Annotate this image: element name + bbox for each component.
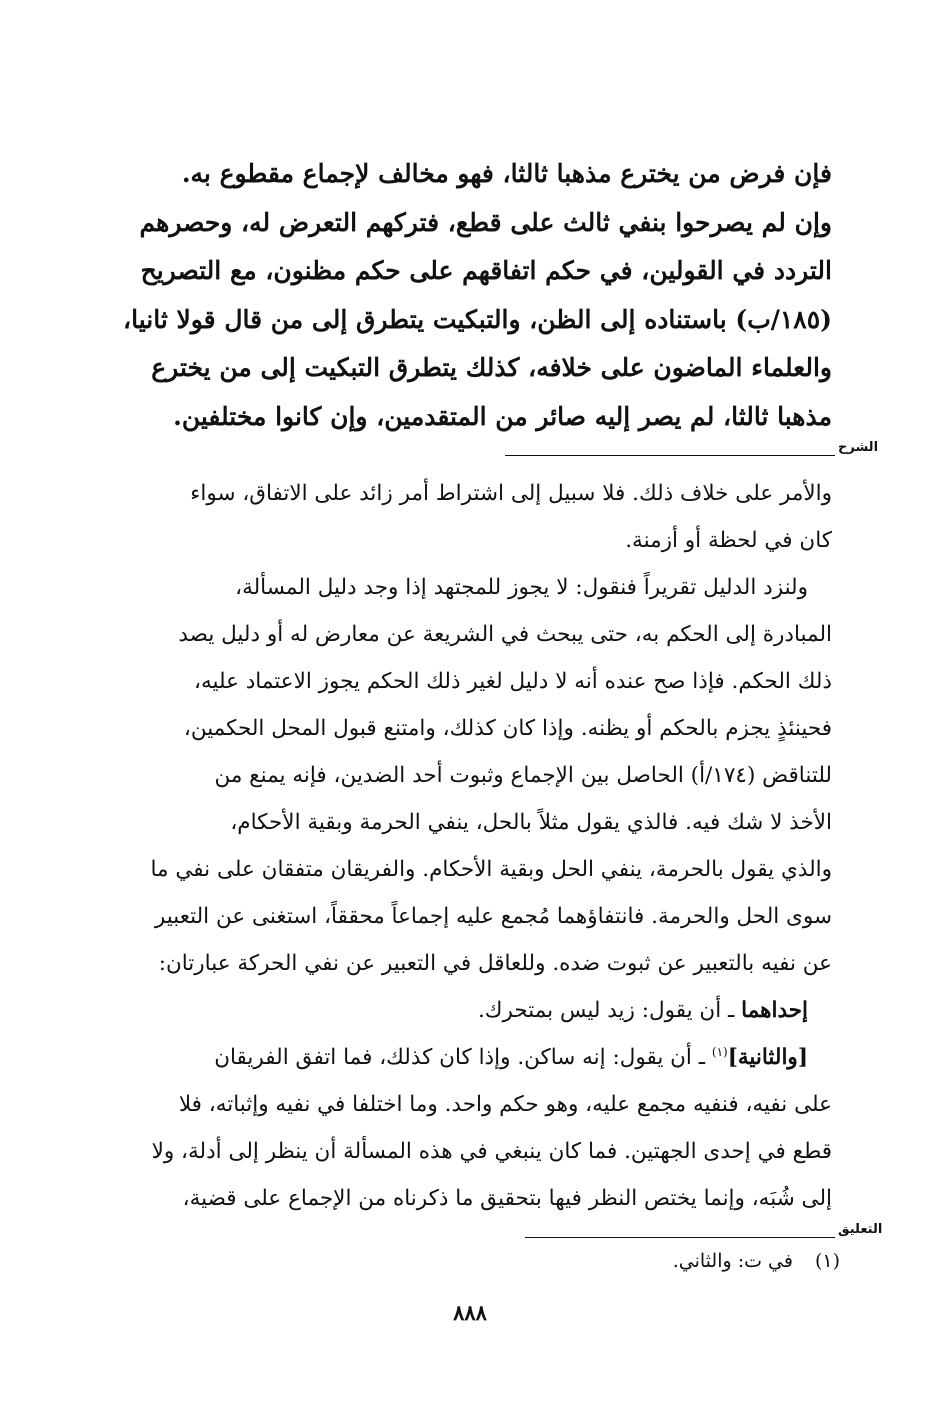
item-2-heading: [والثانية] xyxy=(727,1045,808,1070)
sharh-line: فحينئذٍ يجزم بالحكم أو يظنه. وإذا كان كذلك، وامتنع قبول المحل الحكمين، xyxy=(183,716,832,741)
sharh-line: المبادرة إلى الحكم به، حتى يبحث في الشريعة عن معارض له أو دليل يصد xyxy=(178,622,832,647)
sharh-line: للتناقض (١٧٤/أ) الحاصل بين الإجماع وثبوت أحد الضدين، فإنه يمنع من xyxy=(214,763,832,788)
matn-line: التردد في القولين، في حكم اتفاقهم على حكم مظنون، مع التصريح xyxy=(140,256,832,285)
sharh-line: كان في لحظة أو أزمنة. xyxy=(625,528,832,553)
sharh-line: عن نفيه بالتعبير عن ثبوت ضده. وللعاقل في التعبير عن نفي الحركة عبارتان: xyxy=(158,951,832,976)
matn-text xyxy=(110,150,832,441)
page-number: ٨٨٨ xyxy=(453,1300,487,1325)
sharh-line: ولنزد الدليل تقريراً فنقول: لا يجوز للمجتهد إذا وجد دليل المسألة، xyxy=(235,575,808,600)
sharh-line: ذلك الحكم. فإذا صح عنده أنه لا دليل لغير ذلك الحكم يجوز الاعتماد عليه، xyxy=(194,669,832,694)
matn-line: والعلماء الماضون على خلافه، كذلك يتطرق التبكيت إلى من يخترع xyxy=(151,353,832,382)
sharh-line: قطع في إحدى الجهتين. فما كان ينبغي في هذه المسألة أن ينظر إلى أدلة، ولا xyxy=(151,1139,832,1164)
sharh-line: والذي يقول بالحرمة، ينفي الحل وبقية الأحكام. والفريقان متفقان على نفي ما xyxy=(150,857,832,882)
matn-line: وإن لم يصرحوا بنفي ثالث على قطع، فتركهم التعرض له، وحصرهم xyxy=(139,207,832,237)
footnote xyxy=(420,1250,840,1272)
sharh-line: إلى شُبَه، وإنما يختص النظر فيها بتحقيق ما ذكرناه من الإجماع على قضية، xyxy=(182,1186,832,1211)
sharh-text xyxy=(110,470,832,1222)
sharh-line: سوى الحل والحرمة. فانتفاؤهما مُجمع عليه إجماعاً محققاً، استغنى عن التعبير xyxy=(154,904,832,929)
sharh-line: والأمر على خلاف ذلك. فلا سبيل إلى اشتراط أمر زائد على الاتفاق، سواء xyxy=(190,481,832,506)
sharh-label: الشرح xyxy=(838,440,879,455)
taliq-label: التعليق xyxy=(838,1222,883,1237)
footnote-text: في ت: والثاني. xyxy=(672,1250,793,1272)
matn-line: مذهبا ثالثا، لم يصر إليه صائر من المتقدمين، وإن كانوا مختلفين. xyxy=(173,401,832,431)
sharh-item-1 xyxy=(110,987,832,1034)
sharh-line: على نفيه، فنفيه مجمع عليه، وهو حكم واحد. وما اختلفا في نفيه وإثباته، فلا xyxy=(178,1092,832,1117)
item-1-text: ـ أن يقول: زيد ليس بمتحرك. xyxy=(477,998,742,1023)
footnote-ref: (١) xyxy=(711,1044,728,1059)
matn-line: فإن فرض من يخترع مذهبا ثالثا، فهو مخالف لإجماع مقطوع به. xyxy=(181,159,832,188)
footnote-number: (١) xyxy=(814,1250,840,1272)
item-1-heading: إحداهما xyxy=(741,998,808,1023)
taliq-divider xyxy=(525,1237,835,1238)
item-2-text: ـ أن يقول: إنه ساكن. وإذا كان كذلك، فما اتفق الفريقان xyxy=(214,1045,712,1070)
sharh-divider xyxy=(505,455,835,456)
sharh-line: الأخذ لا شك فيه. فالذي يقول مثلاً بالحل، ينفي الحرمة وبقية الأحكام، xyxy=(230,810,832,835)
sharh-item-2 xyxy=(110,1034,832,1081)
matn-line: (١٨٥/ب) باستناده إلى الظن، والتبكيت يتطرق إلى من قال قولا ثانيا، xyxy=(123,304,832,334)
